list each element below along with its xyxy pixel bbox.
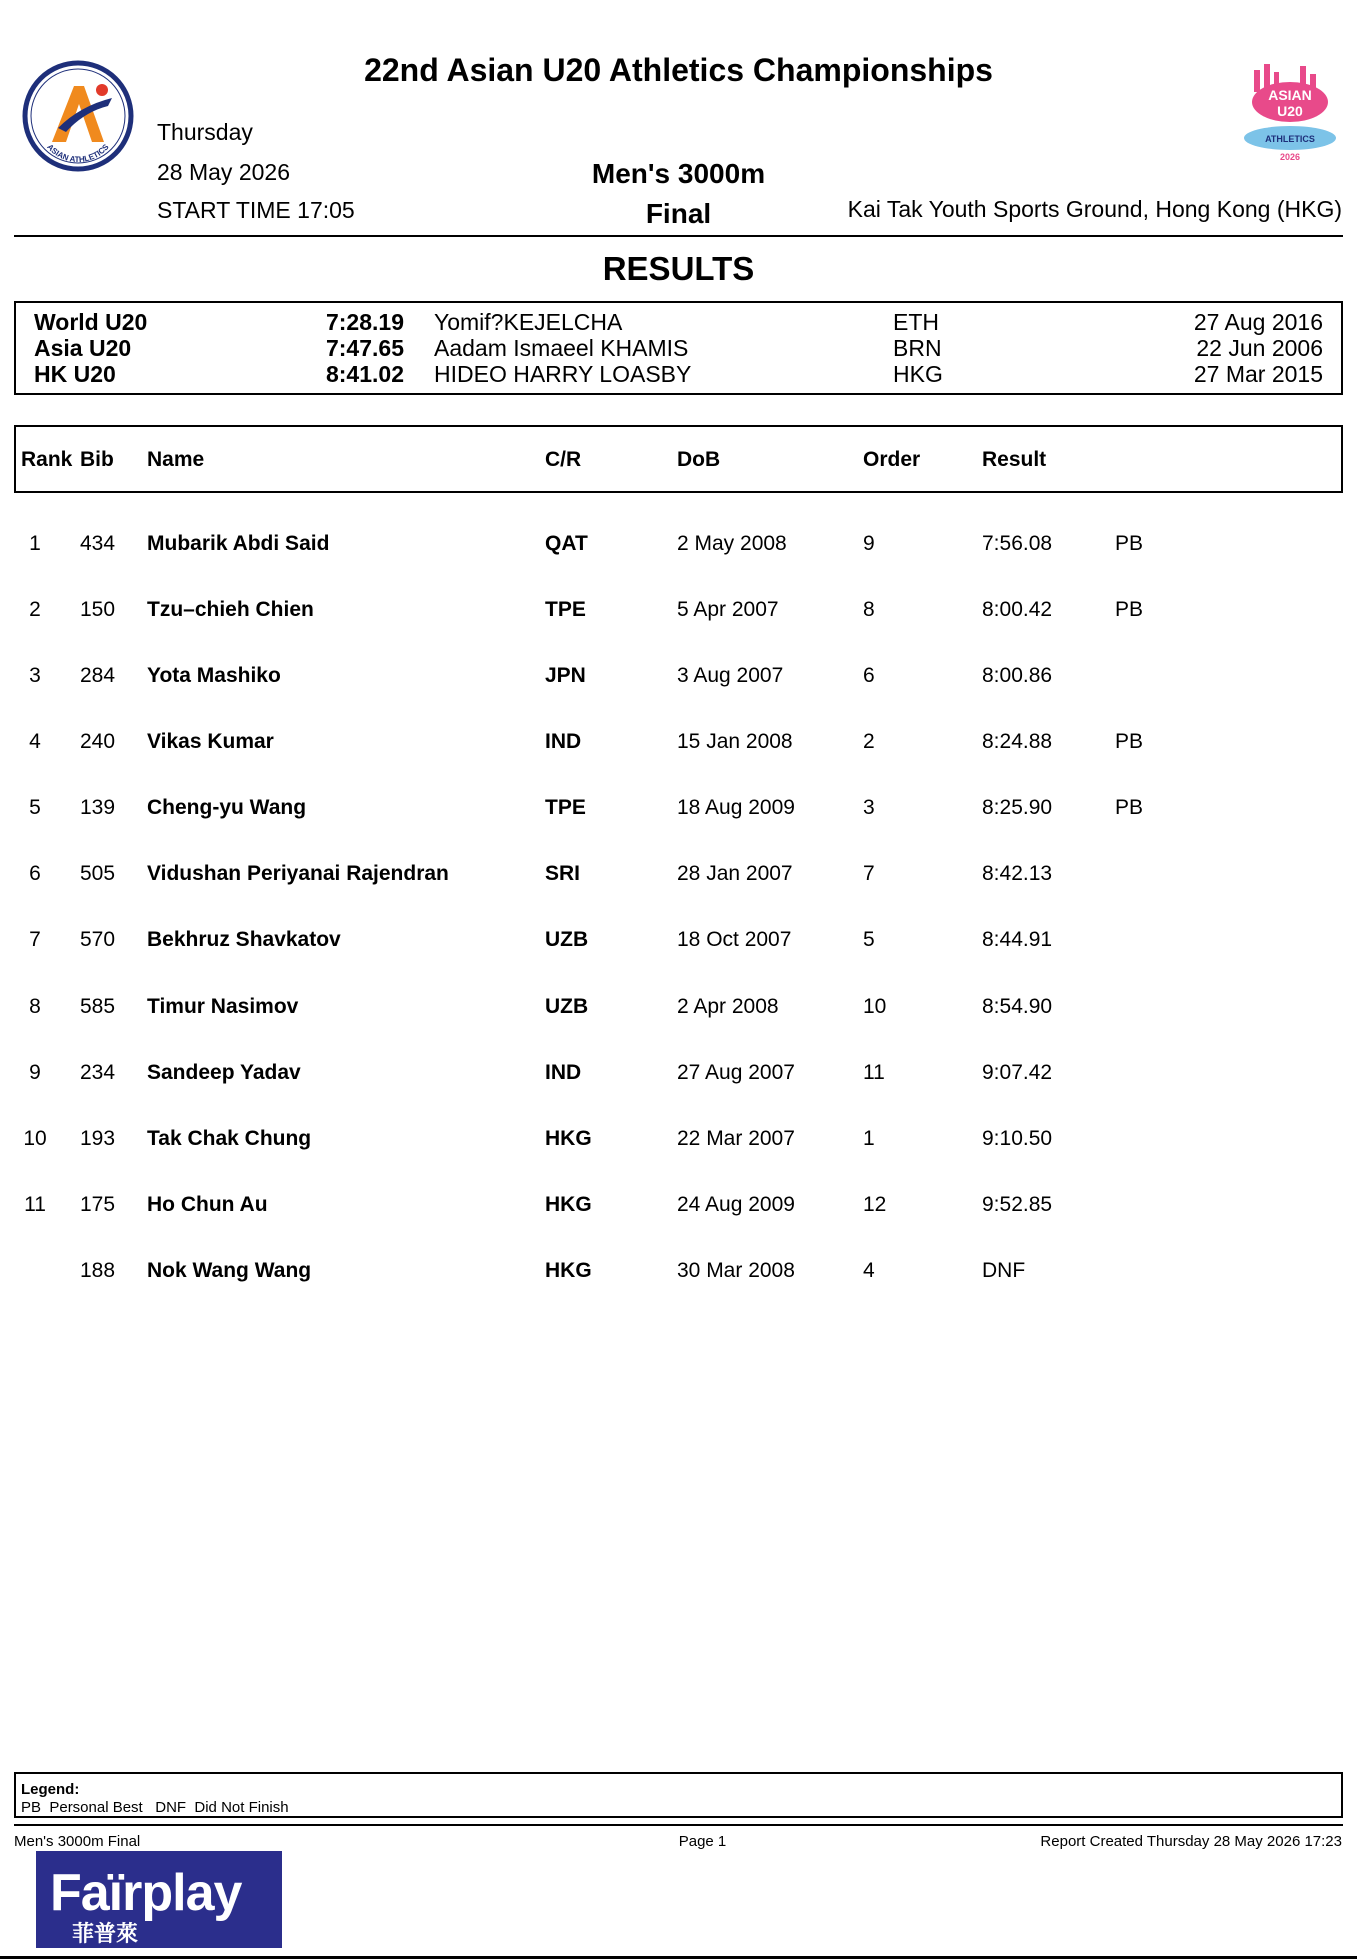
table-row	[0, 598, 1357, 628]
result-cell: 9:07.42	[982, 1061, 1053, 1084]
venue: Kai Tak Youth Sports Ground, Hong Kong (HKG)	[847, 196, 1342, 222]
bib-cell: 234	[80, 1061, 116, 1084]
bib-cell: 570	[80, 928, 116, 951]
report-created: Report Created Thursday 28 May 2026 17:23	[1040, 1833, 1342, 1850]
athlete-name-cell: Tzu–chieh Chien	[147, 598, 314, 621]
athlete-name-cell: Vikas Kumar	[147, 730, 274, 753]
footer-event: Men's 3000m Final	[14, 1833, 141, 1850]
order-cell: 6	[863, 664, 875, 687]
bib-cell: 150	[80, 598, 116, 621]
order-cell: 1	[863, 1127, 875, 1150]
record-holder: HIDEO HARRY LOASBY	[434, 361, 692, 387]
footer-divider	[14, 1824, 1343, 1826]
rank-cell: 1	[29, 532, 41, 555]
athlete-name-cell: Ho Chun Au	[147, 1193, 268, 1216]
country-cell: HKG	[545, 1259, 592, 1282]
athlete-name-cell: Nok Wang Wang	[147, 1259, 312, 1282]
sponsor-logo	[36, 1851, 282, 1948]
table-row	[0, 1127, 1357, 1157]
athlete-name-cell: Timur Nasimov	[147, 995, 299, 1018]
event-date: 28 May 2026	[157, 159, 290, 185]
legend-box	[14, 1772, 1343, 1818]
country-cell: SRI	[545, 862, 581, 885]
country-cell: TPE	[545, 598, 586, 621]
rank-cell: 10	[23, 1127, 47, 1150]
event-round: Final	[645, 198, 712, 229]
svg-text:ASIAN: ASIAN	[1268, 87, 1312, 103]
record-time: 8:41.02	[325, 361, 404, 387]
event-day: Thursday	[157, 119, 253, 145]
country-cell: IND	[545, 730, 582, 753]
note-cell: PB	[1115, 796, 1144, 819]
table-row	[0, 928, 1357, 958]
sponsor-chinese-name: 菲普萊	[72, 1921, 139, 1946]
country-cell: HKG	[545, 1193, 592, 1216]
page-number: Page 1	[678, 1833, 727, 1850]
record-nation: HKG	[893, 361, 943, 387]
svg-text:ATHLETICS: ATHLETICS	[1265, 134, 1315, 144]
table-row	[0, 862, 1357, 892]
table-row	[0, 995, 1357, 1025]
col-result-header: Result	[982, 448, 1047, 471]
legend-body: PB Personal Best DNF Did Not Finish	[21, 1799, 289, 1816]
order-cell: 11	[863, 1061, 885, 1084]
order-cell: 9	[863, 532, 875, 555]
bib-cell: 505	[80, 862, 116, 885]
svg-text:ASIAN ATHLETICS: ASIAN ATHLETICS	[45, 142, 111, 165]
bib-cell: 240	[80, 730, 116, 753]
athlete-name-cell: Yota Mashiko	[147, 664, 281, 687]
note-cell: PB	[1115, 730, 1144, 753]
record-date: 27 Mar 2015	[1193, 361, 1323, 387]
table-row	[0, 664, 1357, 694]
order-cell: 2	[863, 730, 875, 753]
page-bottom-edge	[0, 1956, 1357, 1959]
record-label: World U20	[34, 309, 148, 335]
svg-text:U20: U20	[1277, 103, 1303, 119]
country-cell: QAT	[545, 532, 588, 555]
athlete-name-cell: Vidushan Periyanai Rajendran	[147, 862, 449, 885]
record-nation: ETH	[893, 309, 939, 335]
bib-cell: 284	[80, 664, 116, 687]
col-order-header: Order	[863, 448, 921, 471]
results-table-header	[14, 425, 1343, 493]
country-cell: UZB	[545, 928, 589, 951]
note-cell: PB	[1115, 598, 1144, 621]
result-cell: 8:00.42	[982, 598, 1053, 621]
result-cell: 9:52.85	[982, 1193, 1053, 1216]
legend-title: Legend:	[21, 1781, 80, 1798]
bib-cell: 585	[80, 995, 116, 1018]
athlete-name-cell: Sandeep Yadav	[147, 1061, 301, 1084]
championship-title: 22nd Asian U20 Athletics Championships	[364, 52, 993, 88]
bib-cell: 188	[80, 1259, 116, 1282]
bib-cell: 193	[80, 1127, 116, 1150]
rank-cell: 9	[29, 1061, 41, 1084]
rank-cell: 3	[29, 664, 41, 687]
rank-cell: 5	[29, 796, 41, 819]
order-cell: 3	[863, 796, 875, 819]
rank-cell: 11	[24, 1193, 46, 1216]
start-time: START TIME 17:05	[157, 197, 355, 223]
table-row	[0, 532, 1357, 562]
event-name: Men's 3000m	[591, 158, 766, 189]
sponsor-wordmark: Faïrplay	[50, 1864, 242, 1922]
result-cell: DNF	[982, 1259, 1026, 1282]
result-cell: 8:00.86	[982, 664, 1053, 687]
table-row	[0, 796, 1357, 826]
country-cell: UZB	[545, 995, 589, 1018]
col-dob-header: DoB	[677, 448, 721, 471]
rank-cell: 8	[29, 995, 41, 1018]
records-box	[14, 301, 1343, 395]
country-cell: IND	[545, 1061, 582, 1084]
result-cell: 8:25.90	[982, 796, 1053, 819]
result-cell: 7:56.08	[982, 532, 1053, 555]
dob-cell: 2 Apr 2008	[677, 995, 779, 1018]
order-cell: 10	[863, 995, 887, 1018]
country-cell: JPN	[545, 664, 586, 687]
rank-cell: 6	[29, 862, 41, 885]
result-cell: 8:24.88	[982, 730, 1053, 753]
record-date: 27 Aug 2016	[1193, 309, 1323, 335]
record-holder: Aadam Ismaeel KHAMIS	[434, 335, 689, 361]
dob-cell: 15 Jan 2008	[677, 730, 793, 753]
dob-cell: 24 Aug 2009	[677, 1193, 795, 1216]
col-cr-header: C/R	[545, 448, 582, 471]
dob-cell: 2 May 2008	[677, 532, 787, 555]
bib-cell: 139	[80, 796, 116, 819]
result-cell: 8:44.91	[982, 928, 1053, 951]
country-cell: TPE	[545, 796, 586, 819]
record-row-world	[16, 309, 1341, 335]
record-label: Asia U20	[34, 335, 132, 361]
record-time: 7:47.65	[325, 335, 404, 361]
record-row-hk	[16, 361, 1341, 387]
result-cell: 9:10.50	[982, 1127, 1053, 1150]
col-name-header: Name	[147, 448, 205, 471]
col-bib-header: Bib	[80, 448, 114, 471]
result-cell: 8:54.90	[982, 995, 1053, 1018]
record-row-asia	[16, 335, 1341, 361]
order-cell: 5	[863, 928, 875, 951]
athlete-name-cell: Cheng-yu Wang	[147, 796, 307, 819]
dob-cell: 5 Apr 2007	[677, 598, 779, 621]
bib-cell: 434	[80, 532, 116, 555]
results-heading: RESULTS	[602, 250, 755, 287]
table-row	[0, 1259, 1357, 1289]
bib-cell: 175	[80, 1193, 116, 1216]
header-divider	[14, 235, 1343, 237]
country-cell: HKG	[545, 1127, 592, 1150]
dob-cell: 18 Oct 2007	[677, 928, 792, 951]
record-nation: BRN	[893, 335, 942, 361]
record-holder: Yomif?KEJELCHA	[434, 309, 623, 335]
rank-cell: 7	[29, 928, 41, 951]
svg-text:2026: 2026	[1279, 152, 1301, 162]
table-row	[0, 1193, 1357, 1223]
table-row	[0, 1061, 1357, 1091]
athlete-name-cell: Mubarik Abdi Said	[147, 532, 330, 555]
dob-cell: 30 Mar 2008	[677, 1259, 795, 1282]
table-row	[0, 730, 1357, 760]
order-cell: 8	[863, 598, 875, 621]
dob-cell: 22 Mar 2007	[677, 1127, 795, 1150]
rank-cell: 2	[29, 598, 41, 621]
order-cell: 7	[863, 862, 875, 885]
athlete-name-cell: Tak Chak Chung	[147, 1127, 312, 1150]
result-cell: 8:42.13	[982, 862, 1053, 885]
dob-cell: 18 Aug 2009	[677, 796, 795, 819]
record-date: 22 Jun 2006	[1196, 335, 1323, 361]
dob-cell: 28 Jan 2007	[677, 862, 793, 885]
note-cell: PB	[1115, 532, 1144, 555]
col-rank-header: Rank	[21, 448, 73, 471]
rank-cell: 4	[29, 730, 41, 753]
record-label: HK U20	[34, 361, 116, 387]
record-time: 7:28.19	[325, 309, 404, 335]
dob-cell: 3 Aug 2007	[677, 664, 784, 687]
order-cell: 4	[863, 1259, 875, 1282]
order-cell: 12	[863, 1193, 887, 1216]
dob-cell: 27 Aug 2007	[677, 1061, 795, 1084]
athlete-name-cell: Bekhruz Shavkatov	[147, 928, 341, 951]
